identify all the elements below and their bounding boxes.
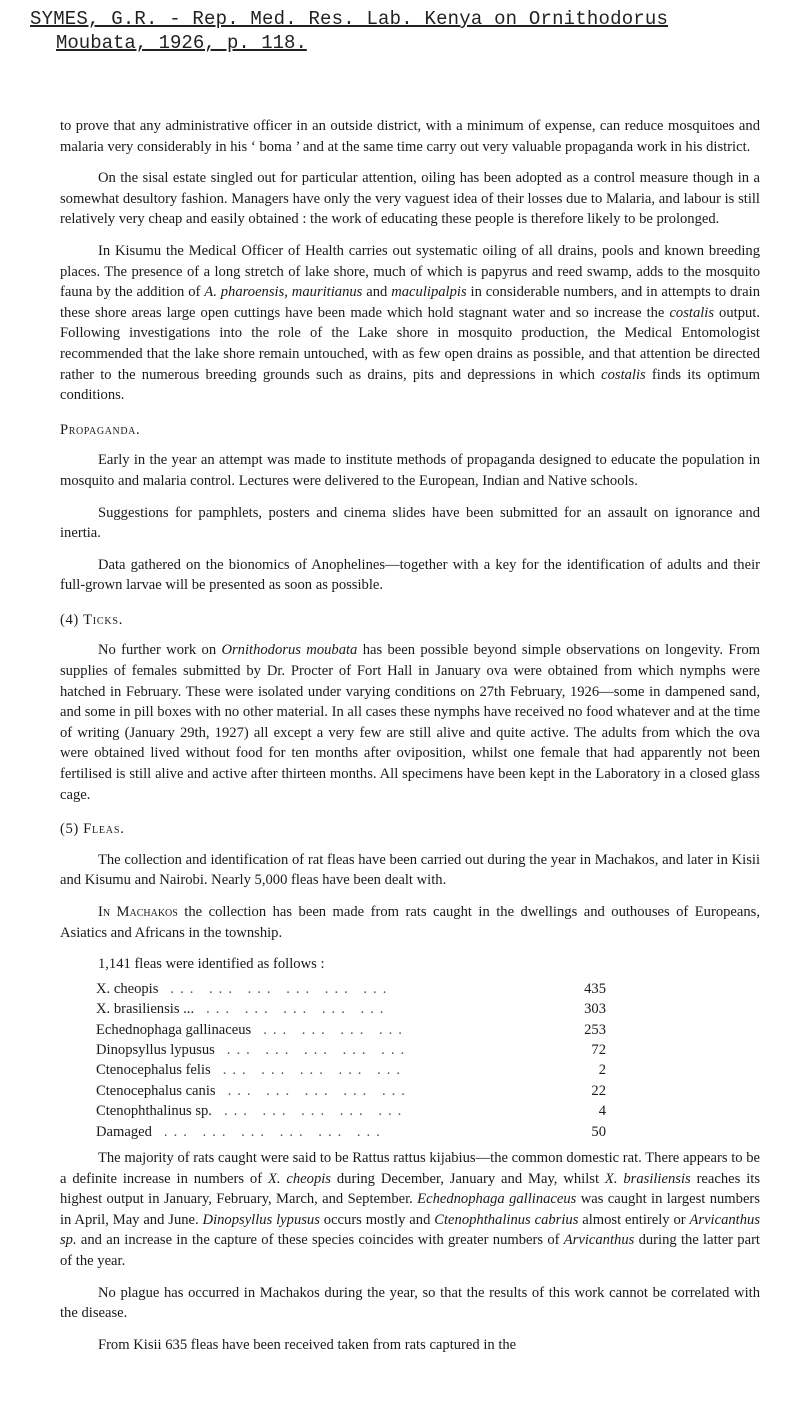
table-row: [96, 979, 606, 999]
text: during December, January and May, whilst: [330, 1170, 605, 1187]
paragraph-propaganda-1: Early in the year an attempt was made to institute methods of propaganda designed to educate the population in mosquito and malaria control. Lectures were delivered to the European, Indian and Native schools.: [60, 452, 760, 489]
flea-species: Ctenocephalus canis: [96, 1082, 216, 1099]
flea-species: Dinopsyllus lypusus: [96, 1042, 215, 1058]
table-row: [96, 999, 606, 1019]
text: during the latter part of the year.: [60, 1232, 760, 1269]
heading-propaganda: Propaganda.: [60, 421, 141, 438]
leader-dots: ... ... ... ... ...: [223, 1103, 408, 1120]
species-name: Arvicanthus sp.: [60, 1211, 761, 1249]
species-name: maculipalpis: [391, 284, 467, 301]
text: The majority of rats caught were said to be Rattus rattus kijabius—the common domestic rat. There appears to be a definite increase in numbers of: [60, 1150, 760, 1187]
flea-count: 303: [584, 1001, 606, 1018]
species-name: X. brasiliensis: [604, 1170, 691, 1187]
flea-count: 4: [598, 1103, 606, 1120]
leader-dots: ... ... ... ...: [263, 1021, 408, 1038]
table-row: [96, 1020, 606, 1040]
paragraph-kisii: From Kisii 635 fleas have been received taken from rats captured in the: [97, 1336, 517, 1353]
citation-line-2: [56, 32, 307, 54]
leader-dots: ... ... ... ... ...: [206, 1001, 390, 1018]
paragraph-boma: to prove that any administrative officer in an outside district, with a minimum of expense, can reduce mosquitoes and malaria very considerably in his ‘ boma ’ and at the same time carry out very valuable propaganda work in his district.: [60, 118, 760, 155]
citation-text-1: SYMES, G.R. - Rep. Med. Res. Lab. Kenya on Ornithodorus: [30, 8, 669, 30]
species-name: Ornithodorus moubata: [221, 642, 358, 659]
document-page: [60, 116, 760, 1366]
paragraph-no-plague: No plague has occurred in Machakos during the year, so that the results of this work cannot be correlated with the disease.: [60, 1284, 760, 1322]
paragraph-sisal: On the sisal estate singled out for particular attention, oiling has been adopted as a control measure though in a somewhat desultory fashion. Managers have only the very vaguest idea of their losses due to Malaria, and labour is still relatively very cheap and easily obtained : the work of educating these people is therefore likely to be prolonged.: [60, 170, 760, 228]
flea-species: Ctenophthalinus sp.: [96, 1103, 212, 1120]
section-number: (5): [60, 821, 79, 838]
heading-fleas: [60, 819, 760, 840]
species-name: costalis: [669, 304, 715, 321]
species-name: Echednophaga gallinaceus: [417, 1191, 577, 1208]
species-name: A. pharoensis, mauritianus: [204, 284, 363, 301]
flea-count: 72: [591, 1042, 606, 1058]
section-number: (4): [60, 611, 79, 628]
text: and: [362, 284, 392, 301]
leader-dots: ... ... ... ... ...: [226, 1042, 411, 1058]
paragraph-fleas-1: The collection and identification of rat fleas have been carried out during the year in Machakos, and later in Kisii and Kisumu and Nairobi. Nearly 5,000 fleas have been dealt with.: [60, 851, 760, 889]
section-title: Ticks.: [83, 611, 124, 628]
flea-table: [96, 979, 606, 1142]
table-row: [96, 1081, 606, 1101]
text: finds its optimum conditions.: [60, 366, 760, 404]
text: In Kisumu the Medical Officer of Health carries out systematic oiling of all drains, pools and known breeding places. The presence of a long stretch of lake shore, much of which is papyrus and reed swamp, adds to the mosquito fauna by the addition of: [60, 242, 760, 301]
text: the collection has been made from rats caught in the dwellings and outhouses of Europeans, Asiatics and Africans in the township.: [60, 904, 760, 941]
text: In Machakos: [97, 904, 178, 920]
text: almost entirely or: [578, 1211, 690, 1228]
text: No further work on: [97, 642, 222, 659]
flea-species: Damaged: [96, 1123, 152, 1140]
flea-count: 435: [584, 980, 606, 997]
leader-dots: ... ... ... ... ... ...: [163, 1123, 386, 1140]
citation-header: [0, 0, 800, 100]
table-row: [96, 1101, 606, 1121]
text: has been possible beyond simple observations on longevity. From supplies of females submitted by Dr. Procter of Fort Hall in January ova were obtained from which nymphs were hatched in February. These were isolated under varying conditions on 27th February, 1926—some in dampened sand, and some in pill boxes with no other material. In all cases these nymphs have received no food whatever and at the time of writing (January 29th, 1927) all except a very few are still alive and quite active. The adults from which the ova were obtained lived without food for ten months after oviposition, whilst one female that had apparently not been fertilised is still alive and active after thirteen months. All specimens have been kept in the Laboratory in a closed glass cage.: [60, 642, 760, 803]
paragraph-majority: [60, 1148, 760, 1272]
text: and an increase in the capture of these species coincides with greater numbers of: [76, 1232, 564, 1249]
paragraph-machakos: [60, 902, 760, 943]
flea-species: X. brasiliensis ...: [96, 1001, 195, 1018]
flea-species: Ctenocephalus felis: [96, 1062, 211, 1079]
table-row: [96, 1122, 606, 1142]
leader-dots: ... ... ... ... ...: [222, 1062, 407, 1079]
flea-species: Echednophaga gallinaceus: [96, 1021, 252, 1038]
citation-text-2: Moubata, 1926, p. 118.: [56, 32, 307, 54]
species-name: Ctenophthalinus cabrius: [434, 1211, 579, 1228]
text: in considerable numbers, and in attempts to drain these shore areas large open cuttings have been made which hold stagnant water and so increase the: [60, 284, 760, 321]
paragraph-flea-count: 1,141 fleas were identified as follows :: [97, 956, 325, 973]
citation-line-1: [30, 8, 668, 30]
leader-dots: ... ... ... ... ... ...: [170, 980, 393, 997]
text: reaches its highest output in January, February, March, and September.: [60, 1170, 760, 1208]
species-name: Arvicanthus: [563, 1232, 635, 1249]
flea-count: 22: [591, 1082, 606, 1099]
text: occurs mostly and: [319, 1211, 435, 1228]
paragraph-propaganda-2: Suggestions for pamphlets, posters and cinema slides have been submitted for an assault on ignorance and inertia.: [60, 504, 760, 542]
paragraph-propaganda-3: Data gathered on the bionomics of Anophelines—together with a key for the identification of adults and their full-grown larvae will be presented as soon as possible.: [60, 556, 760, 594]
species-name: costalis: [601, 366, 646, 383]
paragraph-ticks: [60, 640, 760, 805]
heading-ticks: [60, 610, 760, 631]
leader-dots: ... ... ... ... ...: [227, 1082, 411, 1099]
table-row: [96, 1060, 606, 1080]
flea-species: X. cheopis: [96, 980, 159, 997]
section-title: Fleas.: [83, 821, 125, 838]
flea-count: 50: [591, 1123, 606, 1140]
flea-count: 253: [584, 1021, 606, 1038]
species-name: Dinopsyllus lypusus: [202, 1211, 320, 1228]
table-row: [96, 1040, 606, 1060]
text: was caught in largest numbers in April, May and June.: [60, 1191, 760, 1228]
species-name: X. cheopis: [267, 1170, 331, 1187]
paragraph-kisumu: [60, 241, 760, 406]
text: output. Following investigations into the role of the Lake shore in mosquito production, the Medical Entomologist recommended that the lake shore remain untouched, with as few open drains as possible, and that attention be directed rather to the numerous breeding grounds such as drains, pits and depressions in which: [60, 304, 760, 383]
flea-count: 2: [598, 1062, 606, 1079]
